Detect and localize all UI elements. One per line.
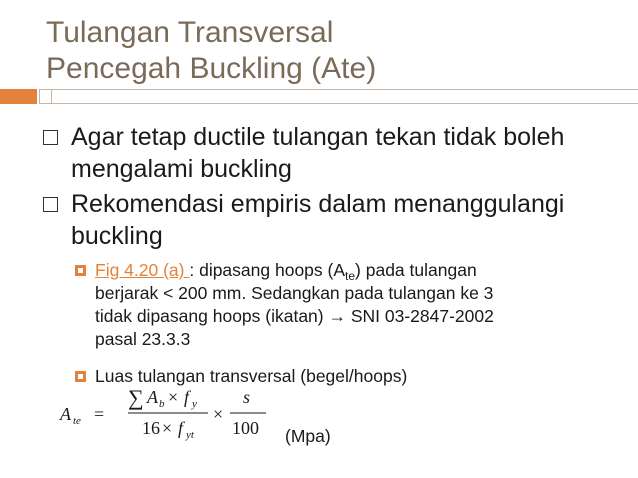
- formula-den-16: 16: [142, 418, 160, 438]
- formula-num-times: ×: [168, 387, 179, 407]
- title-line-2: Pencegah Buckling (Ate): [46, 52, 377, 85]
- formula-den-times: ×: [162, 418, 173, 438]
- sub-bullet-square-icon: [75, 371, 86, 382]
- sub-bullet-1-line-1-end: ) pada tulangan: [355, 260, 477, 280]
- formula-num-ab: A: [147, 387, 158, 407]
- title-rule-bar: [39, 89, 638, 104]
- formula-lhs: A: [60, 404, 71, 424]
- title-line-1: Tulangan Transversal: [46, 16, 334, 49]
- bullet-2-line-2: buckling: [71, 222, 163, 250]
- formula-times-middle: ×: [213, 404, 224, 424]
- formula-s: s: [243, 387, 251, 407]
- sub-bullet-square-icon: [75, 265, 86, 276]
- formula: [58, 384, 298, 448]
- bullet-1-line-1: Agar tetap ductile tulangan tekan tidak boleh: [71, 123, 565, 151]
- fig-link[interactable]: Fig 4.20 (a): [95, 260, 190, 280]
- formula-equals: =: [94, 404, 105, 424]
- bullet-1-text: [71, 121, 631, 185]
- sub-bullet-1-line-1: [95, 259, 595, 282]
- formula-lhs-sub: te: [73, 415, 81, 427]
- title-rule-mark: [39, 89, 52, 104]
- bullet-box-icon: [43, 197, 58, 212]
- formula-svg: [58, 384, 298, 448]
- bullet-2-line-1: Rekomendasi empiris dalam menanggulangi: [71, 190, 565, 218]
- sub-bullet-1-text: [95, 259, 595, 351]
- title-rule: [39, 89, 638, 104]
- formula-den-fyt-sub: yt: [186, 429, 194, 441]
- unit-label: (Mpa): [285, 426, 331, 446]
- formula-100: 100: [232, 418, 259, 438]
- ate-subscript: te: [345, 269, 356, 283]
- bullet-2-text: [71, 188, 631, 252]
- formula-num-fy-sub: y: [192, 398, 197, 410]
- sub-bullet-1-line-1-text: : dipasang hoops (A: [189, 260, 346, 280]
- bullet-box-icon: [43, 130, 58, 145]
- slide-title: [46, 15, 606, 87]
- accent-bar: [0, 89, 37, 104]
- sub-bullet-2-text: Luas tulangan transversal (begel/hoops): [95, 366, 408, 386]
- bullet-1-line-2: mengalami buckling: [71, 155, 292, 183]
- sub-bullet-1-line-3: tidak dipasang hoops (ikatan) → SNI 03-2847-2002: [95, 306, 494, 326]
- formula-den-fyt: f: [178, 418, 184, 438]
- sub-bullet-1-line-4: pasal 23.3.3: [95, 329, 191, 349]
- formula-num-ab-sub: b: [159, 398, 165, 410]
- formula-sum: ∑: [128, 385, 144, 410]
- formula-num-fy: f: [184, 387, 190, 407]
- sub-bullet-1-line-2: berjarak < 200 mm. Sedangkan pada tulangan ke 3: [95, 283, 494, 303]
